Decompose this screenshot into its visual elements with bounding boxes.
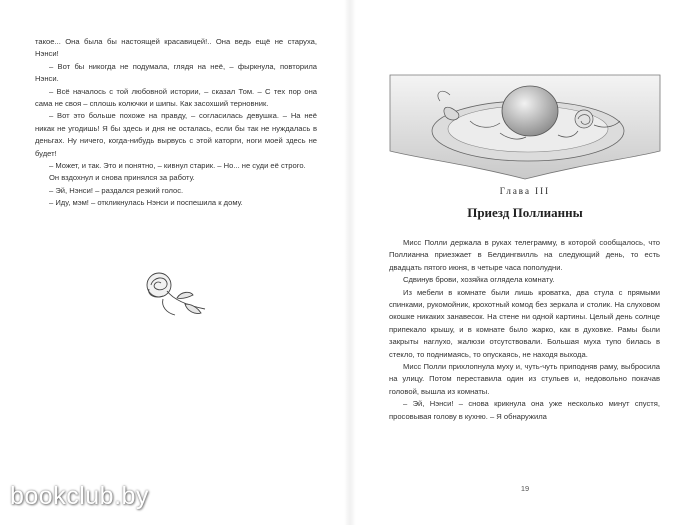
right-paragraph-1: Мисс Полли держала в руках телеграмму, в которой сообщалось, что Поллианна приезжает в Белдингвилль на следующий день, то есть двадцать пятого июня, в четыре часа пополудни.: [389, 238, 660, 272]
left-paragraph-4: – Вот это больше похоже на правду, – согласилась девушка. – На неё никак не угодишь! Я бы здесь и дня не осталась, если бы так не нуждалась в деньгах. Ну ничего, когда-нибудь вырвусь с этой каторги, ноги моей здесь не будет!: [35, 111, 317, 158]
chapter-label: Глава III: [499, 186, 551, 196]
right-paragraph-2: Сдвинув брови, хозяйка оглядела комнату.: [403, 275, 555, 285]
right-paragraph-5: – Эй, Нэнси! – снова крикнула она уже несколько минут спустя, просовывая голову в кухню. – Я обнаружила: [389, 399, 660, 421]
right-page: [350, 0, 700, 525]
rose-ornament: [137, 265, 211, 321]
right-paragraph-3: Из мебели в комнате были лишь кроватка, два стула с прямыми спинками, рукомойник, крохотный комод без зеркала и столик. На слуховом окошке никаких занавесок. На стене ни одной картины. Целый день солнце припекало крышу, и в комнате было жарко, как в духовке. Рамы были закрыты наглухо, жалюзи отсутствовали. Большая муха тупо билась в стекло, то поднимаясь, то опускаясь, не находя выхода.: [389, 287, 660, 359]
chapter-illustration: [388, 73, 662, 180]
page-number: 19: [520, 484, 530, 493]
left-paragraph-6: Он вздохнул и снова принялся за работу.: [49, 173, 195, 183]
left-paragraph-2: – Вот бы никогда не подумала, глядя на неё, – фыркнула, повторила Нэнси.: [35, 61, 317, 84]
left-paragraph-8: – Иду, мэм! – откликнулась Нэнси и поспешила к дому.: [49, 198, 243, 208]
left-paragraph-3: – Всё началось с той любовной истории, – сказал Том. – С тех пор она сама не своя – сплошь колючки и шипы. Как засохший терновник.: [35, 86, 317, 109]
left-paragraph-7: – Эй, Нэнси! – раздался резкий голос.: [49, 185, 184, 195]
right-paragraph-4: Мисс Полли прихлопнула муху и, чуть-чуть приподняв раму, выбросила на улицу. Потом переставила один из стульев и, недовольно покачав головой, вышла из комнаты.: [389, 362, 660, 396]
left-page-text: [35, 36, 317, 210]
site-watermark: bookclub.by: [10, 482, 149, 510]
left-paragraph-1: такое... Она была бы настоящей красавицей!.. Она ведь ещё не старуха, Нэнси!: [35, 37, 317, 59]
right-page-text: [389, 237, 660, 423]
left-paragraph-5: – Может, и так. Это и понятно, – кивнул старик. – Но... не суди её строго.: [49, 161, 306, 171]
chapter-title: Приезд Поллианны: [467, 205, 583, 220]
